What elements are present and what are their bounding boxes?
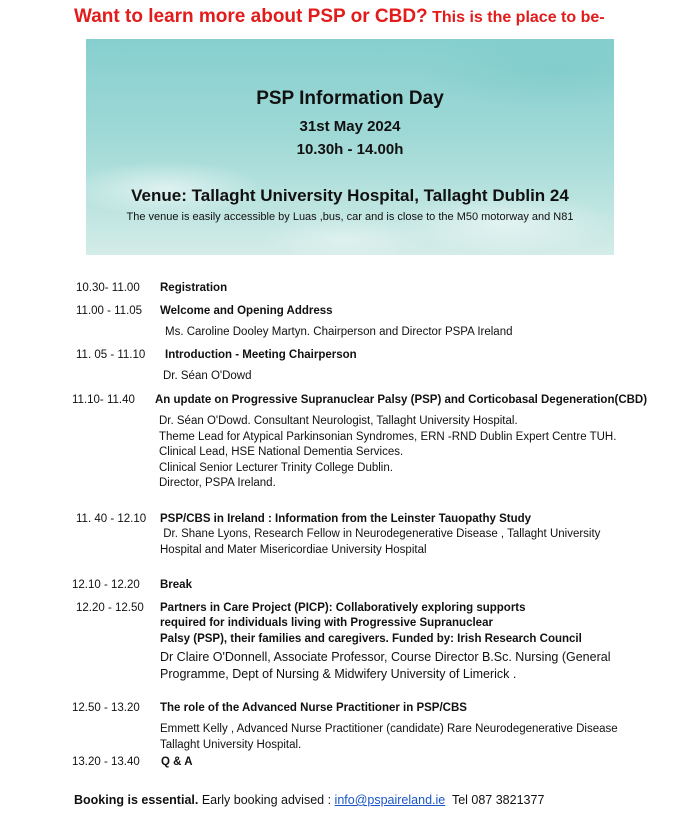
detail-line: Theme Lead for Atypical Parkinsonian Syndromes, ERN -RND Dublin Expert Centre TUH. bbox=[159, 430, 617, 443]
detail-line: Clinical Lead, HSE National Dementia Services. bbox=[159, 446, 404, 458]
agenda-title: Welcome and Opening Address bbox=[160, 305, 333, 317]
agenda-title: Introduction - Meeting Chairperson bbox=[165, 349, 357, 361]
agenda-details bbox=[160, 527, 600, 558]
agenda-time: 10.30- 11.00 bbox=[76, 282, 140, 294]
agenda-title: PSP/CBS in Ireland : Information from the Leinster Tauopathy Study bbox=[160, 513, 532, 525]
agenda-time: 13.20 - 13.40 bbox=[72, 756, 140, 768]
event-title: PSP Information Day bbox=[256, 88, 444, 109]
headline bbox=[74, 6, 605, 28]
agenda-title: Q & A bbox=[161, 756, 193, 768]
booking-text: Early booking advised : bbox=[198, 793, 335, 807]
agenda-details bbox=[159, 414, 616, 492]
event-time: 10.30h - 14.00h bbox=[296, 141, 404, 158]
agenda-time: 12.50 - 13.20 bbox=[72, 702, 140, 714]
agenda-details bbox=[160, 722, 618, 753]
agenda-time: 11.00 - 11.05 bbox=[76, 305, 143, 317]
detail-line: Ms. Caroline Dooley Martyn. Chairperson and Director PSPA Ireland bbox=[165, 326, 513, 338]
title-line: required for individuals living with Progressive Supranuclear bbox=[160, 617, 493, 629]
agenda-title: Partners in Care Project (PICP): Collaboratively exploring supports bbox=[160, 602, 526, 614]
booking-phone: Tel 087 3821377 bbox=[445, 793, 545, 807]
detail-line: Clinical Senior Lecturer Trinity College Dublin. bbox=[159, 461, 393, 474]
booking-lead: Booking is essential. bbox=[74, 793, 199, 807]
detail-line: Dr. Séan O'Dowd. Consultant Neurologist, Tallaght University Hospital. bbox=[159, 415, 518, 427]
agenda-title: An update on Progressive Supranuclear Palsy (PSP) and Corticobasal Degeneration(CBD) bbox=[155, 394, 648, 406]
agenda-title-continued bbox=[160, 616, 582, 647]
event-date: 31st May 2024 bbox=[299, 118, 401, 135]
agenda-details bbox=[160, 649, 610, 683]
agenda-time: 11. 40 - 12.10 bbox=[76, 513, 147, 525]
agenda-time: 11. 05 - 11.10 bbox=[76, 349, 146, 361]
agenda-time: 12.20 - 12.50 bbox=[76, 602, 144, 614]
detail-line: Dr Claire O'Donnell, Associate Professor, Course Director B.Sc. Nursing (General bbox=[160, 650, 611, 664]
detail-line: Dr. Séan O'Dowd bbox=[163, 370, 252, 382]
email-link[interactable]: info@pspaireland.ie bbox=[334, 793, 446, 807]
agenda-title: Break bbox=[160, 579, 192, 591]
detail-line: Tallaght University Hospital. bbox=[160, 738, 302, 751]
agenda-time: 11.10- 11.40 bbox=[72, 394, 135, 406]
detail-line: Director, PSPA Ireland. bbox=[159, 477, 276, 489]
detail-line: Emmett Kelly , Advanced Nurse Practitioner (candidate) Rare Neurodegenerative Disease bbox=[160, 723, 618, 735]
venue-note: The venue is easily accessible by Luas ,bus, car and is close to the M50 motorway and N81 bbox=[126, 211, 574, 223]
title-line: Palsy (PSP), their families and caregivers. Funded by: Irish Research Council bbox=[160, 632, 582, 645]
agenda-title: Registration bbox=[160, 282, 228, 294]
agenda-details bbox=[163, 369, 252, 385]
agenda-details bbox=[165, 325, 513, 341]
event-banner bbox=[86, 39, 614, 255]
booking-line bbox=[74, 793, 544, 807]
detail-line: Hospital and Mater Misericordiae University Hospital bbox=[160, 543, 427, 556]
event-venue: Venue: Tallaght University Hospital, Tallaght Dublin 24 bbox=[131, 186, 569, 205]
headline-main: Want to learn more about PSP or CBD? bbox=[74, 6, 428, 27]
detail-line: Programme, Dept of Nursing & Midwifery University of Limerick . bbox=[160, 667, 517, 681]
agenda-time: 12.10 - 12.20 bbox=[72, 579, 140, 591]
agenda-title: The role of the Advanced Nurse Practitioner in PSP/CBS bbox=[160, 702, 467, 714]
detail-line: Dr. Shane Lyons, Research Fellow in Neurodegenerative Disease , Tallaght University bbox=[160, 528, 601, 540]
headline-tail: This is the place to be- bbox=[432, 9, 605, 26]
